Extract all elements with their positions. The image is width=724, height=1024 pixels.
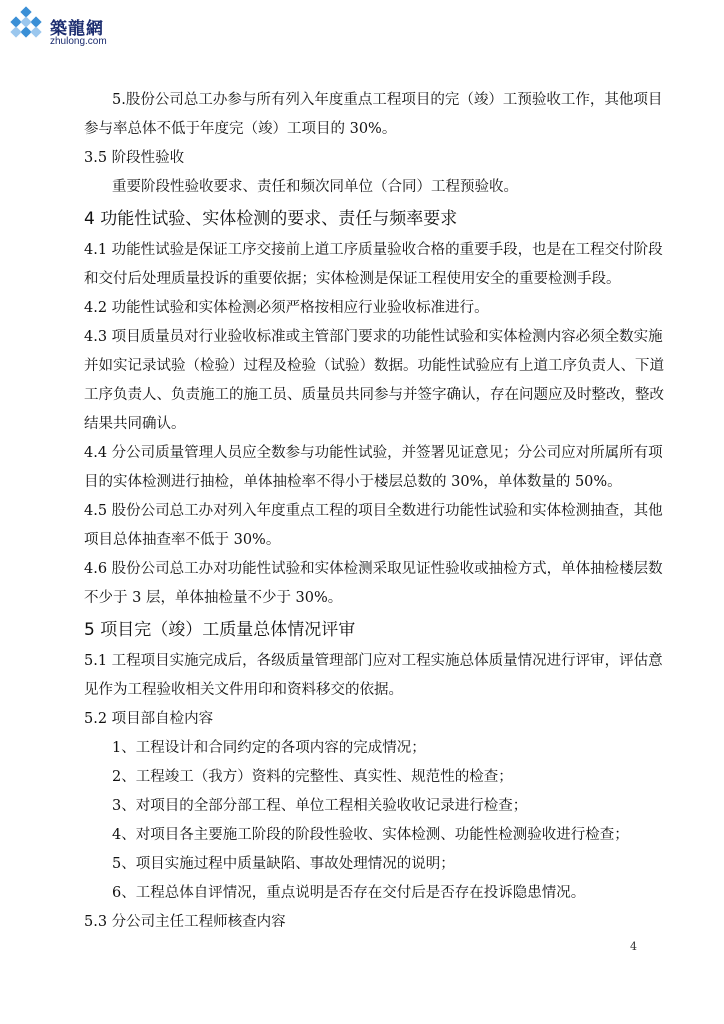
logo-mark-icon: [6, 6, 46, 46]
paragraph: 5.2 项目部自检内容: [84, 711, 214, 727]
paragraph: 4.5 股份公司总工办对列入年度重点工程的项目全数进行功能性试验和实体检测抽查，其他项目总体抽查率不低于 30%。: [84, 503, 663, 548]
paragraph: 4.4 分公司质量管理人员应全数参与功能性试验，并签署见证意见；分公司应对所属所有项目的实体检测进行抽检，单体抽检率不得小于楼层总数的 30%，单体数量的 50%。: [84, 445, 663, 490]
paragraph: 4.2 功能性试验和实体检测必须严格按相应行业验收标准进行。: [84, 300, 489, 316]
section-heading: 4 功能性试验、实体检测的要求、责任与频率要求: [84, 209, 458, 229]
page-number: 4: [630, 940, 637, 953]
paragraph: 5.3 分公司主任工程师核查内容: [84, 914, 286, 930]
logo-text: 築龍網: [50, 19, 104, 39]
paragraph: 4.6 股份公司总工办对功能性试验和实体检测采取见证性验收或抽检方式，单体抽检楼层数不少于 3 层，单体抽检量不少于 30%。: [84, 561, 663, 606]
paragraph: 6、工程总体自评情况，重点说明是否存在交付后是否存在投诉隐患情况。: [112, 885, 586, 901]
paragraph: 5.股份公司总工办参与所有列入年度重点工程项目的完（竣）工预验收工作，其他项目参与率总体不低于年度完（竣）工项目的 30%。: [84, 92, 663, 137]
document-body: [84, 86, 664, 937]
paragraph: 重要阶段性验收要求、责任和频次同单位（合同）工程预验收。: [112, 179, 518, 195]
paragraph: 2、工程竣工（我方）资料的完整性、真实性、规范性的检查；: [112, 769, 513, 785]
logo-subtitle: zhulong.com: [50, 36, 107, 47]
paragraph: 1、工程设计和合同约定的各项内容的完成情况；: [112, 740, 426, 756]
paragraph: 4、对项目各主要施工阶段的阶段性验收、实体检测、功能性检测验收进行检查；: [112, 827, 629, 843]
paragraph: 3、对项目的全部分部工程、单位工程相关验收收记录进行检查；: [112, 798, 528, 814]
paragraph: 4.3 项目质量员对行业验收标准或主管部门要求的功能性试验和实体检测内容必须全数实施并如实记录试验（检验）过程及检验（试验）数据。功能性试验应有上道工序负责人、下道工序负责人、负责施工的施工员、质量员共同参与并签字确认，存在问题应及时整改，整改结果共同确认。: [84, 329, 664, 432]
paragraph: 4.1 功能性试验是保证工序交接前上道工序质量验收合格的重要手段，也是在工程交付阶段和交付后处理质量投诉的重要依据；实体检测是保证工程使用安全的重要检测手段。: [84, 242, 663, 287]
paragraph: 5、项目实施过程中质量缺陷、事故处理情况的说明；: [112, 856, 455, 872]
zhulong-logo: [6, 6, 116, 52]
paragraph: 3.5 阶段性验收: [84, 150, 185, 166]
section-heading: 5 项目完（竣）工质量总体情况评审: [84, 620, 356, 640]
paragraph: 5.1 工程项目实施完成后，各级质量管理部门应对工程实施总体质量情况进行评审，评估意见作为工程验收相关文件用印和资料移交的依据。: [84, 653, 663, 698]
